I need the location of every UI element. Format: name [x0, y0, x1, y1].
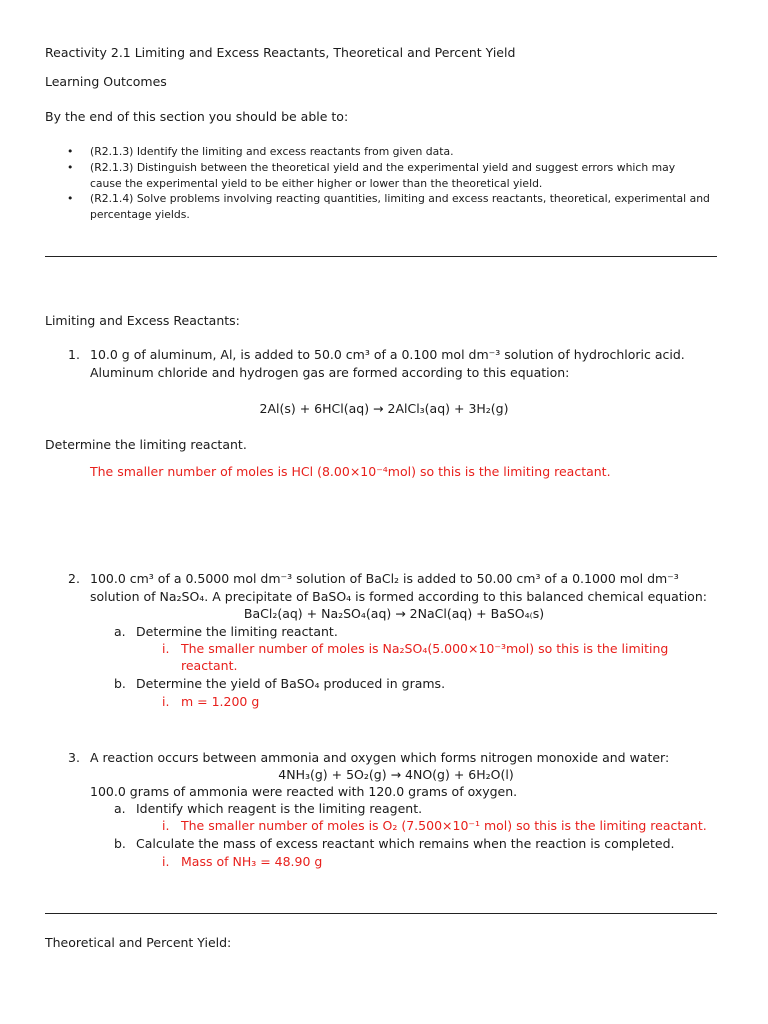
question-2a-text: Determine the limiting reactant.	[136, 624, 338, 639]
section-heading-limiting: Limiting and Excess Reactants:	[45, 313, 240, 328]
outcome-item: (R2.1.3) Distinguish between the theoretical yield and the experimental yield and suggest errors which may cause the experimental yield to be either higher or lower than the theoretical yield.	[90, 161, 676, 190]
sub-sub-label: i.	[162, 854, 170, 869]
answer-2a: The smaller number of moles is Na₂SO₄(5.000×10⁻³mol) so this is the limiting	[181, 641, 669, 656]
question-3b-text: Calculate the mass of excess reactant which remains when the reaction is completed.	[136, 836, 675, 851]
answer-2b: m = 1.200 g	[181, 694, 260, 709]
question-3-text: 100.0 grams of ammonia were reacted with 120.0 grams of oxygen.	[90, 784, 518, 799]
sub-sub-label: i.	[162, 818, 170, 833]
equation-3: 4NH₃(g) + 5O₂(g) → 4NO(g) + 6H₂O(l)	[278, 767, 514, 782]
section-divider	[45, 913, 717, 914]
answer-3a: The smaller number of moles is O₂ (7.500×10⁻¹ mol) so this is the limiting reactant.	[181, 818, 707, 833]
learning-outcomes-heading: Learning Outcomes	[45, 74, 167, 89]
sub-label: b.	[114, 836, 126, 851]
outcome-item: (R2.1.3) Identify the limiting and excess reactants from given data.	[90, 145, 454, 158]
answer-3b: Mass of NH₃ = 48.90 g	[181, 854, 323, 869]
question-2b-text: Determine the yield of BaSO₄ produced in grams.	[136, 676, 446, 691]
question-number: 2.	[68, 571, 80, 586]
sub-sub-label: i.	[162, 641, 170, 656]
question-number: 1.	[68, 347, 80, 362]
answer-1: The smaller number of moles is HCl (8.00×10⁻⁴mol) so this is the limiting reactant.	[90, 464, 611, 479]
bullet-icon: •	[67, 145, 74, 158]
question-3a-text: Identify which reagent is the limiting reagent.	[136, 801, 423, 816]
question-1-text: Aluminum chloride and hydrogen gas are formed according to this equation:	[90, 365, 570, 380]
answer-2a: reactant.	[181, 658, 238, 673]
question-1-text: 10.0 g of aluminum, Al, is added to 50.0 cm³ of a 0.100 mol dm⁻³ solution of hydrochloric acid.	[90, 347, 685, 362]
sub-label: a.	[114, 801, 126, 816]
sub-label: b.	[114, 676, 126, 691]
bullet-icon: •	[67, 161, 74, 174]
question-1-prompt: Determine the limiting reactant.	[45, 437, 247, 452]
page-title: Reactivity 2.1 Limiting and Excess Reactants, Theoretical and Percent Yield	[45, 45, 516, 60]
section-heading-yield: Theoretical and Percent Yield:	[45, 935, 232, 950]
section-divider	[45, 256, 717, 257]
equation-2: BaCl₂(aq) + Na₂SO₄(aq) → 2NaCl(aq) + BaSO₄₍s)	[243, 606, 545, 621]
outcome-item: (R2.1.4) Solve problems involving reacting quantities, limiting and excess reactants, theoretical, experimental and percentage yields.	[90, 192, 710, 221]
sub-label: a.	[114, 624, 126, 639]
question-3-text: A reaction occurs between ammonia and oxygen which forms nitrogen monoxide and water:	[90, 750, 670, 765]
bullet-icon: •	[67, 192, 74, 205]
sub-sub-label: i.	[162, 694, 170, 709]
intro-text: By the end of this section you should be able to:	[45, 109, 349, 124]
question-2-text: 100.0 cm³ of a 0.5000 mol dm⁻³ solution of BaCl₂ is added to 50.00 cm³ of a 0.1000 mol dm⁻³	[90, 571, 679, 586]
question-2-text: solution of Na₂SO₄. A precipitate of BaSO₄ is formed according to this balanced chemical equation:	[90, 589, 707, 604]
question-number: 3.	[68, 750, 80, 765]
equation-1: 2Al(s) + 6HCl(aq) → 2AlCl₃(aq) + 3H₂(g)	[259, 401, 509, 416]
